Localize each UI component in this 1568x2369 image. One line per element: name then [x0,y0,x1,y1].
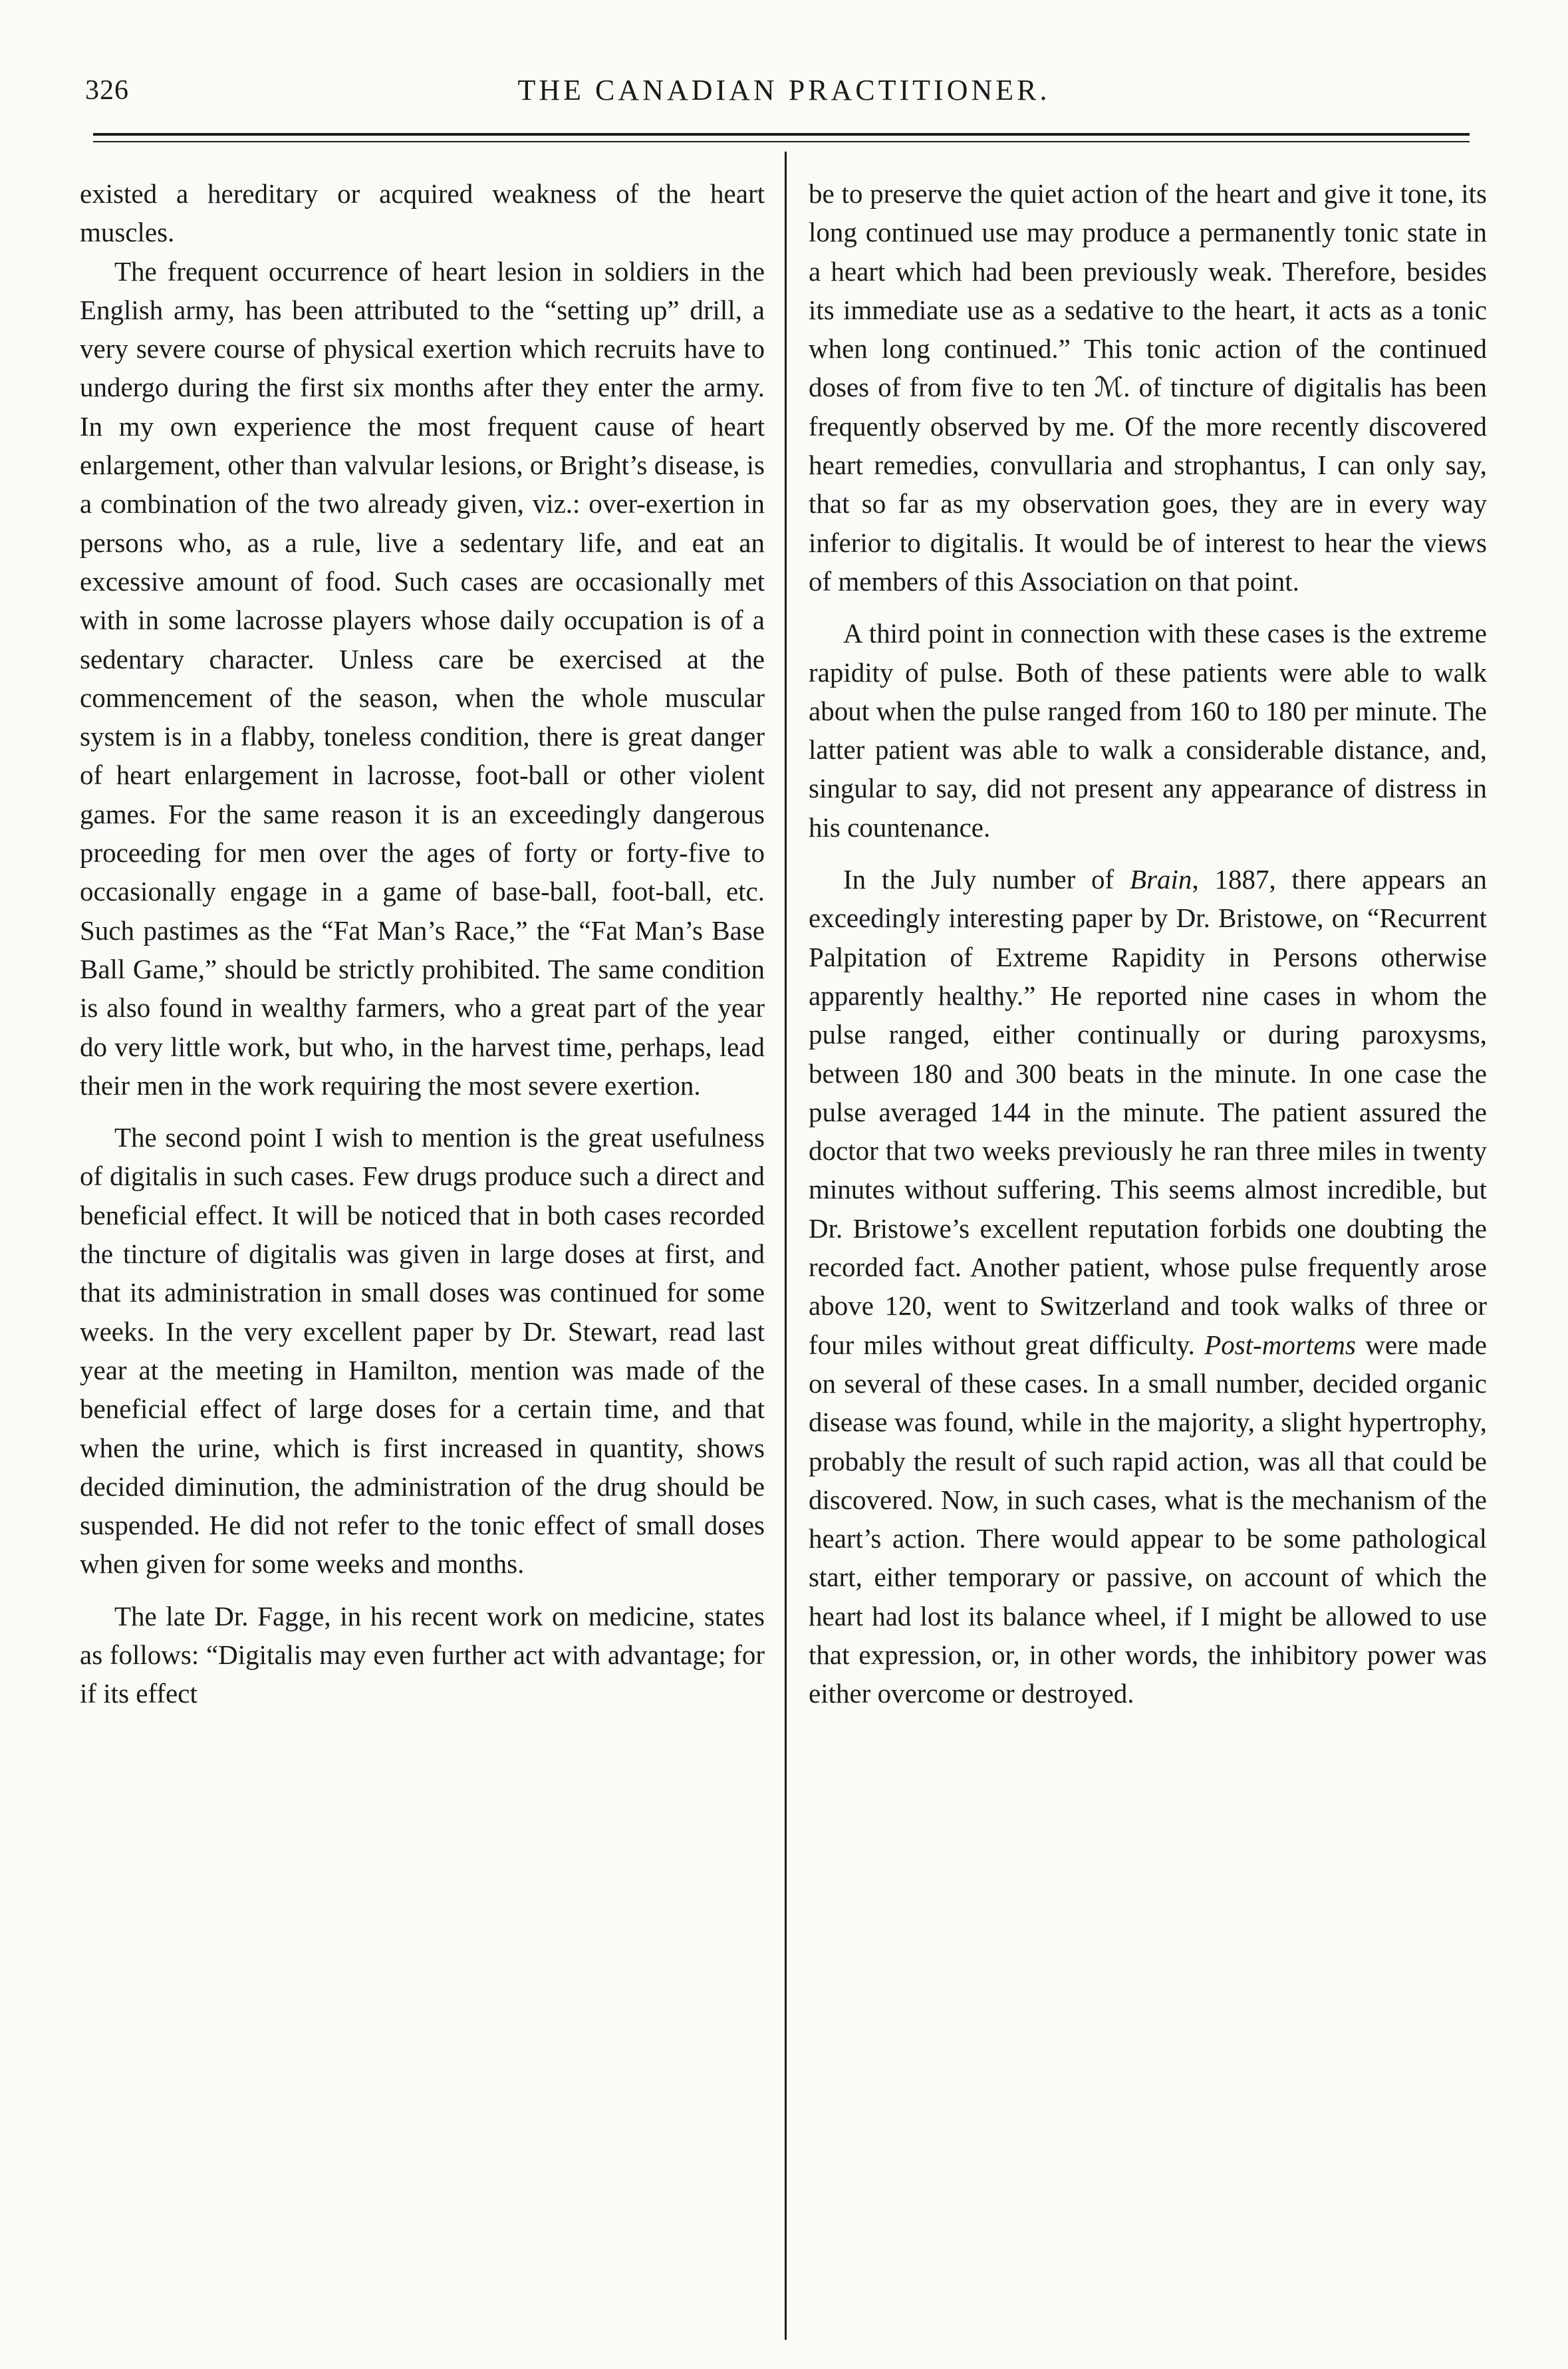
left-paragraph-digitalis-usefulness: The second point I wish to mention is the great usefulness of digitalis in such cases. Few drugs produce such a direct and beneficial effect. It will be noticed that in both cases recorded the tincture of digitalis was given in large doses at first, and that its administration in small doses was continued for some weeks. In the very excellent paper by Dr. Stewart, read last year at the meeting in Hamilton, mention was made of the beneficial effect of large doses for a certain time, and that when the urine, which is first increased in quantity, shows decided diminution, the administration of the drug should be suspended. He did not refer to the tonic effect of small doses when given for some weeks and months. [80,1122,765,1580]
bristowe-text-c: were made on several of these cases. In a small number, decided organic disease was found, while in the majority, a slight hypertrophy, probably the result of such rapid action, was all that could be discovered. Now, in such cases, what is the mechanism of the heart’s action. There would appear to be some pathological start, either temporary or passive, on account of which the heart had lost its balance wheel, if I might be allowed to use that expression, or, in other words, the inhibitory power was either overcome or destroyed. [809,1329,1487,1709]
left-paragraph-continued: existed a hereditary or acquired weakness of the heart muscles. [80,178,765,248]
journal-name-brain: Brain [1130,864,1192,895]
right-paragraph-pulse-rapidity: A third point in connection with these cases is the extreme rapidity of pulse. Both of these patients were able to walk about when the pulse ranged from 160 to 180 per minute. The latter patient was able to walk a considerable distance, and, singular to say, did not present any appearance of distress in his countenance. [809,618,1487,843]
term-post-mortems: Post-mortems [1204,1329,1356,1360]
column-divider-rule [785,152,787,2340]
right-paragraph-bristowe-paper [809,860,1487,1713]
bristowe-text-a: In the July number of [843,864,1130,895]
left-paragraph-fagge-quote: The late Dr. Fagge, in his recent work on medicine, states as follows: “Digitalis may even further act with advantage; for if its effect [80,1600,765,1709]
header-rule-thick [93,133,1470,136]
left-paragraph-heart-lesion-soldiers: The frequent occurrence of heart lesion in soldiers in the English army, has been attributed to the “setting up” drill, a very severe course of physical exertion which recruits have to undergo during the first six months after they enter the army. In my own experience the most frequent cause of heart enlargement, other than valvular lesions, or Bright’s disease, is a combination of the two already given, viz.: over-exertion in persons who, as a rule, live a sedentary life, and eat an excessive amount of food. Such cases are occasionally met with in some lacrosse players whose daily occupation is of a sedentary character. Unless care be exercised at the commencement of the season, when the whole muscular system is in a flabby, toneless condition, there is great danger of heart enlargement in lacrosse, foot-ball or other violent games. For the same reason it is an exceedingly dangerous proceeding for men over the ages of forty or forty-five to occasionally engage in a game of base-ball, foot-ball, etc. Such pastimes as the “Fat Man’s Race,” the “Fat Man’s Base Ball Game,” should be strictly prohibited. The same condition is also found in wealthy farmers, who a great part of the year do very little work, but who, in the harvest time, perhaps, lead their men in the work requiring the most severe exertion. [80,255,765,1101]
header-rule-thin [93,141,1470,142]
page-number: 326 [85,75,129,106]
right-paragraph-quote-continued: be to preserve the quiet action of the heart and give it tone, its long continued use may produce a permanently tonic state in a heart which had been previously weak. Therefore, besides its immediate use as a sedative to the heart, it acts as a tonic when long continued.” This tonic action of the continued doses of from five to ten ℳ. of tincture of digitalis has been frequently observed by me. Of the more recently discovered heart remedies, convullaria and strophantus, I can only say, that so far as my observation goes, they are in every way inferior to digitalis. It would be of interest to hear the views of members of this Association on that point. [809,178,1487,597]
running-head-title: THE CANADIAN PRACTITIONER. [517,74,1051,106]
right-column [809,174,1487,1713]
left-column [80,174,765,1713]
bristowe-text-b: , 1887, there appears an exceedingly interesting paper by Dr. Bristowe, on “Recurrent Palpitation of Extreme Rapidity in Persons otherwise apparently healthy.” He reported nine cases in whom the pulse ranged, either continually or during paroxysms, between 180 and 300 beats in the minute. In one case the pulse averaged 144 in the minute. The patient assured the doctor that two weeks previously he ran three miles in twenty minutes without suffering. This seems almost incredible, but Dr. Bristowe’s excellent reputation forbids one doubting the recorded fact. Another patient, whose pulse frequently arose above 120, went to Switzerland and took walks of three or four miles without great difficulty. [809,864,1488,1360]
